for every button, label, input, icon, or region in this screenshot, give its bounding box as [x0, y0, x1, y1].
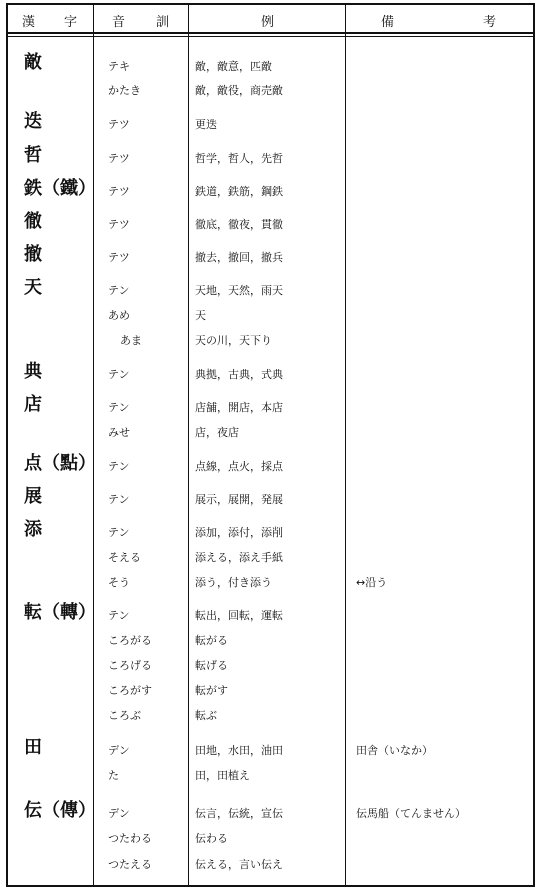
reading: あま — [120, 334, 142, 347]
reading: そえる — [108, 551, 141, 564]
reading: テン — [108, 493, 130, 506]
example: 展示，展開，発展 — [195, 493, 283, 506]
reading: デン — [108, 807, 130, 820]
example: 撤去，撤回，撤兵 — [195, 251, 283, 264]
kanji-entry: 伝（傳） — [24, 800, 96, 821]
reading: テン — [108, 609, 130, 622]
reading: テツ — [108, 118, 130, 131]
example: 徹底，徹夜，貫徹 — [195, 218, 283, 231]
reading: つたわる — [108, 832, 152, 845]
header-reading-1: 音 — [112, 15, 126, 30]
reading: テン — [108, 526, 130, 539]
reading: ころぶ — [108, 709, 141, 722]
header-example: 例 — [261, 15, 275, 30]
header-rule — [8, 32, 533, 34]
reading: テン — [108, 460, 130, 473]
kanji-entry: 店 — [24, 394, 42, 415]
example: 店，夜店 — [195, 426, 239, 439]
example: 伝言，伝統，宣伝 — [195, 807, 283, 820]
reading: デン — [108, 744, 130, 757]
kanji-table — [6, 3, 535, 887]
header-kanji-1: 漢 — [22, 15, 36, 30]
example: 転ぶ — [195, 709, 217, 722]
reading: テン — [108, 368, 130, 381]
header-reading-2: 訓 — [156, 15, 170, 30]
example: 敵，敵意，匹敵 — [195, 60, 272, 73]
example: 田地，水田，油田 — [195, 744, 283, 757]
example: 哲学，哲人，先哲 — [195, 152, 283, 165]
column-divider — [93, 5, 94, 885]
example: 伝える，言い伝え — [195, 858, 283, 871]
reading: ころげる — [108, 659, 152, 672]
note: 田舎（いなか） — [356, 744, 433, 757]
reading: テツ — [108, 251, 130, 264]
reading: テツ — [108, 152, 130, 165]
column-divider — [345, 5, 346, 885]
example: 敵，敵役，商売敵 — [195, 84, 283, 97]
example: 鉄道，鉄筋，鋼鉄 — [195, 185, 283, 198]
example: 田，田植え — [195, 769, 250, 782]
header-notes-2: 考 — [483, 15, 497, 30]
kanji-entry: 鉄（鐵） — [24, 178, 96, 199]
kanji-entry: 哲 — [24, 145, 42, 166]
example: 点線，点火，採点 — [195, 460, 283, 473]
kanji-entry: 典 — [24, 361, 42, 382]
example: 典拠，古典，式典 — [195, 368, 283, 381]
header-kanji-2: 字 — [64, 15, 78, 30]
note: 伝馬船（てんません） — [356, 807, 466, 820]
kanji-entry: 展 — [24, 486, 42, 507]
example: 転がる — [195, 634, 228, 647]
reading: た — [108, 769, 119, 782]
kanji-entry: 撤 — [24, 244, 42, 265]
kanji-entry: 徹 — [24, 211, 42, 232]
reading: かたき — [108, 84, 141, 97]
column-divider — [188, 5, 189, 885]
example: 天の川，天下り — [195, 334, 272, 347]
example: 天地，天然，雨天 — [195, 284, 283, 297]
header-rule — [8, 36, 533, 37]
example: 更迭 — [195, 118, 217, 131]
reading: テツ — [108, 218, 130, 231]
reading: みせ — [108, 426, 130, 439]
kanji-entry: 敵 — [24, 52, 42, 73]
reading: あめ — [108, 309, 130, 322]
example: 添う，付き添う — [195, 576, 272, 589]
kanji-entry: 田 — [24, 737, 42, 758]
example: 店舗，開店，本店 — [195, 401, 283, 414]
kanji-entry: 転（轉） — [24, 602, 96, 623]
reading: そう — [108, 576, 130, 589]
reading: ころがす — [108, 684, 152, 697]
example: 天 — [195, 309, 206, 322]
example: 転がす — [195, 684, 228, 697]
reading: ころがる — [108, 634, 152, 647]
kanji-entry: 天 — [24, 277, 42, 298]
example: 転げる — [195, 659, 228, 672]
example: 転出，回転，運転 — [195, 609, 283, 622]
example: 添加，添付，添削 — [195, 526, 283, 539]
example: 伝わる — [195, 832, 228, 845]
example: 添える，添え手紙 — [195, 551, 283, 564]
kanji-entry: 添 — [24, 519, 42, 540]
reading: テン — [108, 401, 130, 414]
header-notes-1: 備 — [381, 15, 395, 30]
note: ↔沿う — [356, 576, 388, 589]
kanji-entry: 点（點） — [24, 453, 96, 474]
reading: テン — [108, 284, 130, 297]
reading: つたえる — [108, 858, 152, 871]
kanji-entry: 迭 — [24, 111, 42, 132]
reading: テキ — [108, 60, 130, 73]
reading: テツ — [108, 185, 130, 198]
